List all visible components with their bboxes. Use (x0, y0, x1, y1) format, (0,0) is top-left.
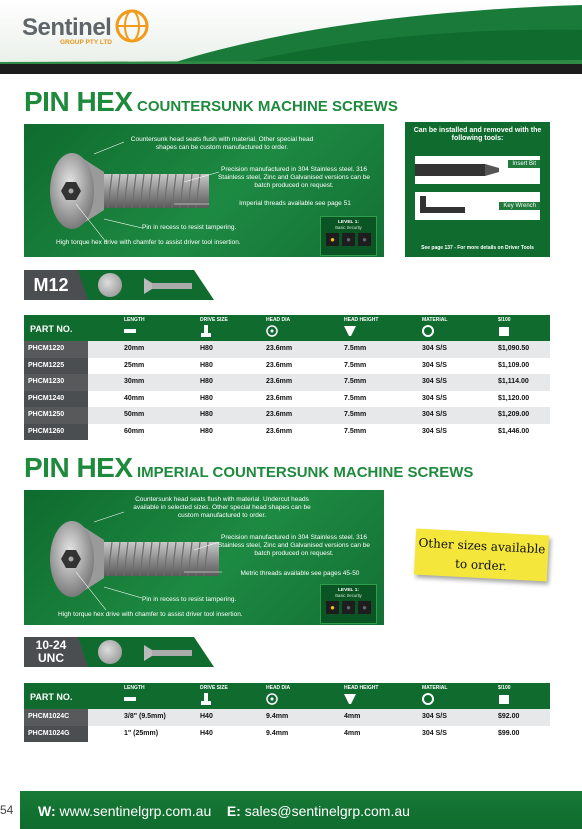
lock-icon: ● (358, 601, 371, 614)
table-row: PHCM1220 20mm H80 23.6mm 7.5mm 304 S/S $1,090.50 (24, 341, 550, 358)
length-icon (124, 693, 136, 705)
website-link[interactable]: www.sentinelgrp.com.au (59, 803, 212, 819)
logo-subtitle: GROUP PTY LTD (60, 39, 113, 46)
price-icon (498, 325, 510, 337)
callout-head: Countersunk head seats flush with material. Other special head shapes can be custom manufactured to order. (130, 136, 314, 151)
size-bar-m12 (24, 270, 214, 300)
logo-name: Sentinel (22, 14, 112, 41)
table-body (24, 709, 550, 742)
table-row: PHCM1225 25mm H80 23.6mm 7.5mm 304 S/S $1,109.00 (24, 358, 550, 375)
web-label: W: (38, 803, 56, 819)
email-label: E: (226, 803, 241, 819)
table-row: PHCM1260 60mm H80 23.6mm 7.5mm 304 S/S $1,446.00 (24, 424, 550, 441)
security-level-badge: LEVEL 1: Basic Security ● ● ● (320, 584, 377, 624)
size-label: 10-24 UNC (24, 637, 78, 667)
material-icon (422, 693, 434, 705)
head-dia-icon (266, 325, 278, 337)
table-row: PHCM1240 40mm H80 23.6mm 7.5mm 304 S/S $1,120.00 (24, 391, 550, 408)
lock-icon: ● (326, 233, 339, 246)
callout-pin: Pin in recess to resist tampering. (142, 224, 237, 231)
page-number: 54 (0, 791, 20, 829)
email-link[interactable]: sales@sentinelgrp.com.au (244, 803, 410, 819)
price-icon (498, 693, 510, 705)
key-wrench-panel (415, 192, 540, 220)
sticky-note (414, 529, 549, 582)
length-icon (124, 325, 136, 337)
key-wrench-label: Key Wrench (499, 202, 540, 210)
table-header: PART NO. LENGTH DRIVE SIZE HEAD DIA HEAD HEIGHT MATERIAL $/100 (24, 315, 550, 341)
screw-head-icon (98, 273, 122, 297)
note-line-1: Other sizes available (418, 535, 546, 557)
section-title-metric: PIN HEX COUNTERSUNK MACHINE SCREWS (24, 86, 398, 117)
table-row: PHCM1230 30mm H80 23.6mm 7.5mm 304 S/S $1,114.00 (24, 374, 550, 391)
head-height-icon (344, 325, 356, 337)
product-banner-metric (24, 124, 384, 257)
page-footer (0, 791, 582, 829)
logo-globe-icon (112, 8, 152, 44)
table-header: PART NO. LENGTH DRIVE SIZE HEAD DIA HEAD HEIGHT MATERIAL $/100 (24, 683, 550, 709)
footer-contacts (38, 803, 410, 819)
insert-bit-panel (415, 156, 540, 184)
note-line-2: to order. (454, 556, 508, 574)
callout-head: Countersunk head seats flush with material. Undercut heads available in selected sizes. Other special head shapes can be custom manufactured to order. (133, 496, 311, 519)
drive-size-icon (200, 325, 212, 337)
callout-material: Precision manufactured in 304 Stainless steel. 316 Stainless steel, Zinc and Galvanised versions can be batch produced on request. (217, 534, 371, 557)
screw-side-icon (144, 276, 194, 296)
lock-icon: ● (342, 233, 355, 246)
product-banner-imperial (24, 490, 384, 625)
screw-head-icon (98, 640, 122, 664)
spec-table-metric (24, 315, 550, 440)
security-level-badge: LEVEL 1: Basic Security ● ● ● (320, 216, 377, 256)
lock-icon: ● (326, 601, 339, 614)
head-height-icon (344, 693, 356, 705)
size-label: M12 (24, 270, 78, 300)
section-title-imperial: PIN HEX IMPERIAL COUNTERSUNK MACHINE SCREWS (24, 452, 474, 483)
drive-size-icon (200, 693, 212, 705)
table-row: PHCM1024G 1" (25mm) H40 9.4mm 4mm 304 S/S $99.00 (24, 726, 550, 743)
tools-footer: See page 137 - For more details on Driver Tools (421, 245, 534, 251)
callout-threads: Imperial threads available see page 51 (239, 200, 351, 207)
callout-drive: High torque hex drive with chamfer to assist driver tool insertion. (58, 611, 243, 618)
callout-pin: Pin in recess to resist tampering. (142, 596, 237, 603)
insert-bit-label: Insert Bit (508, 160, 540, 168)
lock-icon: ● (342, 601, 355, 614)
callout-threads: Metric threads available see pages 45-50 (240, 570, 360, 577)
callout-drive: High torque hex drive with chamfer to assist driver tool insertion. (56, 239, 241, 246)
lock-icon: ● (358, 233, 371, 246)
head-dia-icon (266, 693, 278, 705)
table-row: PHCM1250 50mm H80 23.6mm 7.5mm 304 S/S $1,209.00 (24, 407, 550, 424)
driver-tools-box (405, 122, 550, 257)
size-bar-10-24-unc (24, 637, 214, 667)
screw-side-icon (144, 643, 194, 663)
callout-material: Precision manufactured in 304 Stainless steel. 316 Stainless steel, Zinc and Galvanised versions can be batch produced on request. (217, 166, 371, 189)
material-icon (422, 325, 434, 337)
tools-heading: Can be installed and removed with the following tools: (413, 127, 542, 142)
spec-table-imperial (24, 683, 550, 742)
table-body (24, 341, 550, 440)
table-row: PHCM1024C 3/8" (9.5mm) H40 9.4mm 4mm 304 S/S $92.00 (24, 709, 550, 726)
page-header (0, 0, 582, 74)
